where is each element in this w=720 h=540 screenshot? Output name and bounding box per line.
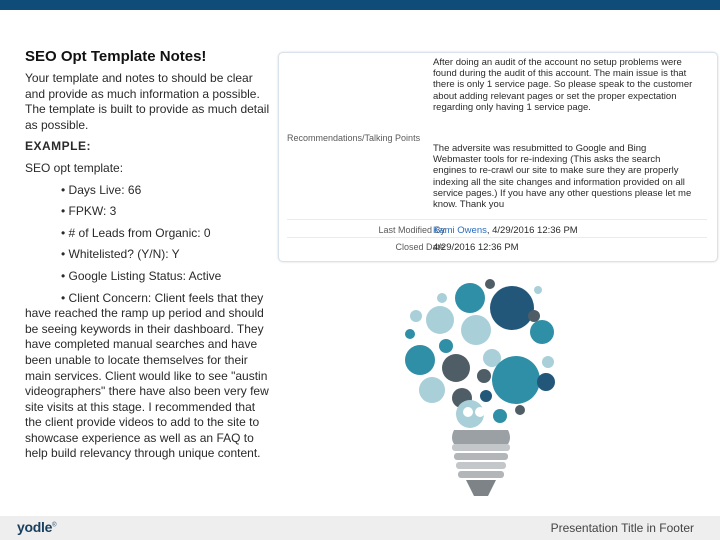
slide-title: SEO Opt Template Notes! bbox=[25, 48, 207, 65]
bulb-dot bbox=[515, 405, 525, 415]
bulb-dot bbox=[542, 356, 554, 368]
bulb-dot bbox=[439, 339, 453, 353]
crm-screenshot bbox=[278, 52, 718, 262]
bulb-dot bbox=[461, 315, 491, 345]
logo-text: yodle bbox=[17, 519, 53, 535]
bulb-dot bbox=[493, 409, 507, 423]
bulb-dot bbox=[537, 373, 555, 391]
last-modified-value bbox=[433, 225, 578, 236]
bullet-fpkw: • FPKW: 3 bbox=[61, 204, 117, 219]
bulb-dot bbox=[419, 377, 445, 403]
bulb-dot bbox=[534, 286, 542, 294]
bulb-dot bbox=[477, 369, 491, 383]
bulb-ring bbox=[456, 462, 506, 469]
bulb-dot bbox=[410, 310, 422, 322]
lightbulb-icon bbox=[392, 268, 568, 504]
yodle-logo bbox=[17, 519, 56, 535]
logo-trademark: ® bbox=[52, 522, 57, 529]
bulb-dot bbox=[480, 390, 492, 402]
bulb-collar bbox=[452, 430, 510, 444]
divider bbox=[287, 237, 707, 238]
recommendations-label: Recommendations/Talking Points bbox=[287, 133, 421, 143]
last-modified-user-link[interactable]: Kami Owens bbox=[433, 225, 487, 236]
notes-text-column bbox=[25, 71, 271, 462]
bullet-leads: • # of Leads from Organic: 0 bbox=[61, 225, 211, 240]
presentation-title-footer: Presentation Title in Footer bbox=[550, 521, 694, 535]
bulb-dot bbox=[405, 345, 435, 375]
bulb-dot bbox=[530, 320, 554, 344]
bulb-ring bbox=[452, 444, 510, 451]
bullet-days-live: • Days Live: 66 bbox=[61, 182, 142, 197]
bulb-dot bbox=[492, 356, 540, 404]
divider bbox=[287, 219, 707, 220]
bulb-ring bbox=[454, 453, 508, 460]
bulb-dot bbox=[528, 310, 540, 322]
recommendation-paragraph-1: After doing an audit of the account no setup problems were found during the audit of this account. The main issue is that there is only 1 service page. So please speak to the customer about adding relevant pages or set the proper expectation regarding only having 1 service page. bbox=[433, 57, 693, 113]
bulb-dot bbox=[490, 286, 534, 330]
bulb-dot bbox=[442, 354, 470, 382]
bulb-dot bbox=[475, 407, 485, 417]
bulb-dot bbox=[437, 293, 447, 303]
opt-template-label: SEO opt template: bbox=[25, 160, 124, 175]
last-modified-date: , 4/29/2016 12:36 PM bbox=[486, 225, 578, 236]
client-concern-paragraph: • Client Concern: Client feels that they have reached the ramp up period and should be seeing keywords in their dashboard. They have completed manual searches and have been unable to locate themselves for their main services. Client would like to see "austin videographers" there have also been very few site visits at this stage. I recommended that the client provide videos to add to the site to showcase experience as well as an FAQ to help build relevancy through unique content. bbox=[25, 290, 269, 461]
closed-date-label: Closed Date bbox=[395, 242, 445, 252]
bulb-ring bbox=[458, 471, 504, 478]
bulb-dot bbox=[485, 279, 495, 289]
top-accent-bar bbox=[0, 0, 720, 10]
bulb-dot bbox=[426, 306, 454, 334]
recommendation-paragraph-2: The adversite was resubmitted to Google and Bing Webmaster tools for re-indexing (This asks the search engines to re-crawl our site to make sure they are properly indexing all the site changes and information provided on all service pages.) If you have any other questions please let me know. Thank you bbox=[433, 143, 692, 211]
bulb-dot bbox=[463, 407, 473, 417]
bullet-google-listing: • Google Listing Status: Active bbox=[61, 268, 222, 283]
intro-paragraph: Your template and notes to should be clear and provide as much information a possible. The template is built to provide as much detail as possible. bbox=[25, 71, 270, 132]
bulb-dot bbox=[455, 283, 485, 313]
bulb-dot bbox=[405, 329, 415, 339]
bullet-whitelisted: • Whitelisted? (Y/N): Y bbox=[61, 247, 180, 262]
last-modified-label: Last Modified By bbox=[378, 225, 445, 235]
bulb-tip bbox=[466, 480, 496, 496]
example-label: EXAMPLE: bbox=[25, 139, 92, 154]
closed-date-value: 4/29/2016 12:36 PM bbox=[433, 242, 519, 253]
